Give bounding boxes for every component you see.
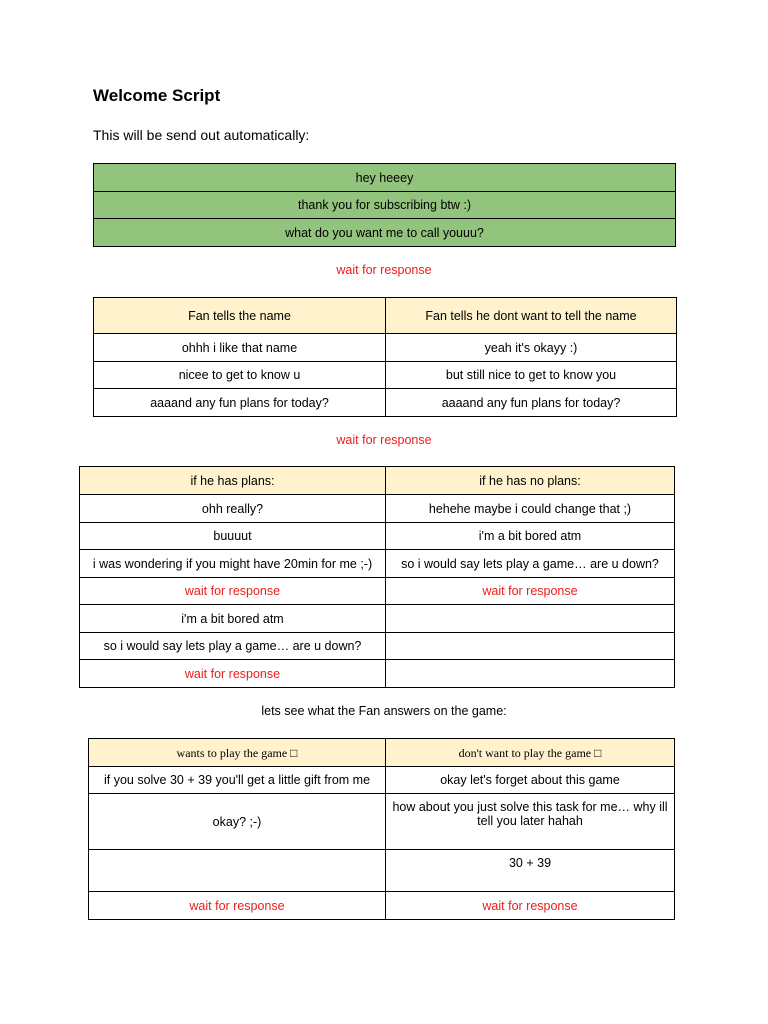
game-intro-text: lets see what the Fan answers on the game: [261,704,507,718]
table-cell: i was wondering if you might have 20min for me ;-) [80,550,386,578]
table-cell-wait: wait for response [80,660,386,688]
table-cell: ohhh i like that name [94,334,386,362]
table-cell-wait: wait for response [386,578,675,605]
greeting-table [93,163,676,247]
table-header: wants to play the game □ [89,739,386,767]
plans-table [79,466,675,688]
table-cell: ohh really? [80,495,386,523]
greeting-row: what do you want me to call youuu? [94,219,676,247]
table-cell [386,633,675,660]
intro-text: This will be send out automatically: [93,127,310,143]
table-cell: if you solve 30 + 39 you'll get a little gift from me [89,767,386,794]
table-cell: aaaand any fun plans for today? [94,389,386,417]
table-cell: i'm a bit bored atm [386,523,675,550]
table-cell: okay let's forget about this game [386,767,675,794]
table-cell: so i would say lets play a game… are u down? [80,633,386,660]
table-cell: buuuut [80,523,386,550]
wait-note: wait for response [336,263,432,277]
table-cell: i'm a bit bored atm [80,605,386,633]
greeting-row: hey heeey [94,164,676,192]
table-header: don't want to play the game □ [386,739,675,767]
game-table [88,738,675,920]
table-header: if he has plans: [80,467,386,495]
table-header: Fan tells he dont want to tell the name [386,298,677,334]
table-cell-wait: wait for response [80,578,386,605]
page-title: Welcome Script [93,86,221,105]
table-cell: so i would say lets play a game… are u down? [386,550,675,578]
table-cell [89,850,386,892]
table-cell: how about you just solve this task for me… why ill tell you later hahah [386,794,675,850]
table-cell: aaaand any fun plans for today? [386,389,677,417]
table-cell [386,605,675,633]
table-cell-wait: wait for response [386,892,675,920]
table-cell: but still nice to get to know you [386,362,677,389]
table-cell: okay? ;-) [89,794,386,850]
table-cell-wait: wait for response [89,892,386,920]
table-header: Fan tells the name [94,298,386,334]
table-cell: hehehe maybe i could change that ;) [386,495,675,523]
table-cell: nicee to get to know u [94,362,386,389]
table-cell: 30 + 39 [386,850,675,892]
greeting-row: thank you for subscribing btw :) [94,192,676,219]
table-cell: yeah it's okayy :) [386,334,677,362]
wait-note: wait for response [336,433,432,447]
name-table [93,297,677,417]
table-header: if he has no plans: [386,467,675,495]
table-cell [386,660,675,688]
